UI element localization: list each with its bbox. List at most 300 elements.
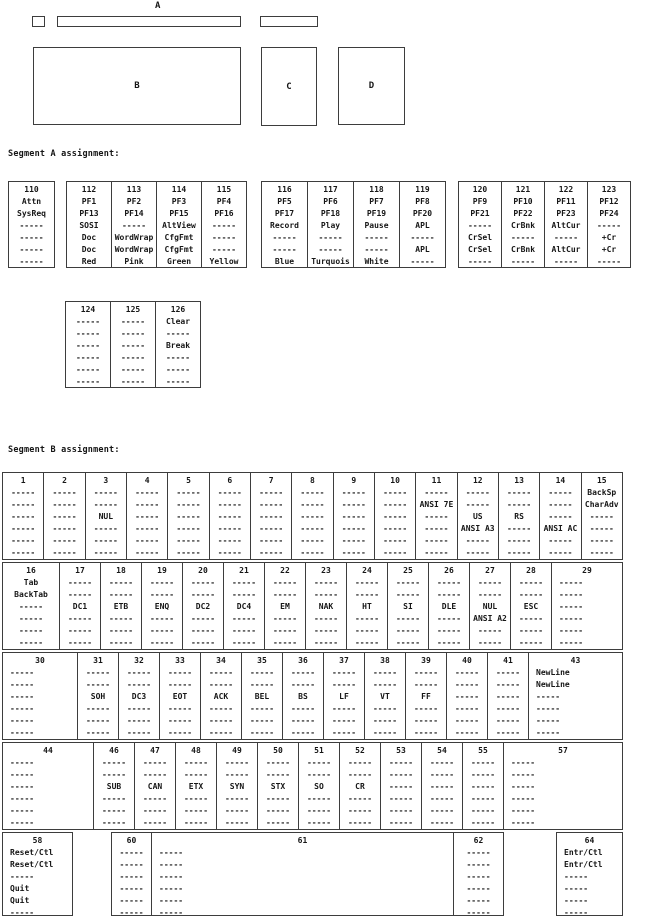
key-number: 117: [323, 185, 338, 194]
key-number: 5: [186, 476, 191, 485]
key-assignment-line: Red: [81, 257, 97, 266]
key-assignment-line: -----: [429, 782, 455, 791]
segment-b-row-3: [2, 652, 623, 740]
key-assignment-line: -----: [388, 782, 414, 791]
key-124: [65, 301, 111, 388]
key-assignment-line: Pause: [364, 221, 389, 230]
key-assignment-line: -----: [466, 848, 491, 857]
key-assignment-line: -----: [507, 548, 532, 557]
key-number: 112: [81, 185, 97, 194]
key-assignment-line: -----: [318, 245, 343, 254]
key-1: [2, 472, 44, 560]
key-assignment-line: -----: [52, 512, 77, 521]
key-assignment-line: -----: [470, 770, 496, 779]
key-assignment-line: -----: [372, 704, 398, 713]
segment-b-title: Segment B assignment:: [8, 445, 120, 455]
key-17: [59, 562, 101, 650]
key-assignment-line: APL: [415, 245, 430, 254]
key-number: 19: [157, 566, 167, 575]
key-125: [110, 301, 156, 388]
key-assignment-line: -----: [167, 728, 193, 737]
key-assignment-line: -----: [10, 704, 35, 713]
key-assignment-line: -----: [364, 245, 389, 254]
key-assignment-line: -----: [101, 758, 127, 767]
key-assignment-line: Quit: [10, 884, 30, 893]
key-number: 47: [150, 746, 160, 755]
key-assignment-line: -----: [341, 512, 366, 521]
key-assignment-line: -----: [466, 872, 491, 881]
key-assignment-line: -----: [347, 770, 373, 779]
key-assignment-line: -----: [217, 536, 242, 545]
segment-a-row-1: [8, 181, 631, 268]
key-assignment-line: -----: [477, 638, 503, 647]
key-44: [2, 742, 94, 830]
key-number: 114: [171, 185, 187, 194]
key-assignment-line: -----: [467, 221, 493, 230]
key-assignment-line: -----: [507, 524, 532, 533]
key-assignment-line: -----: [75, 329, 101, 338]
key-gap: [247, 181, 261, 268]
key-assignment-line: -----: [67, 638, 93, 647]
key-10: [374, 472, 416, 560]
key-assignment-line: -----: [354, 578, 380, 587]
key-assignment-line: CR: [355, 782, 365, 791]
key-assignment-line: NewLine: [536, 668, 570, 677]
key-assignment-line: -----: [331, 680, 357, 689]
key-assignment-line: PF14: [124, 209, 144, 218]
key-assignment-line: -----: [511, 806, 536, 815]
key-assignment-line: -----: [126, 704, 152, 713]
key-assignment-line: -----: [135, 500, 160, 509]
key-assignment-line: -----: [511, 782, 536, 791]
key-2: [43, 472, 85, 560]
key-number: 50: [273, 746, 283, 755]
key-assignment-line: +Cr: [601, 245, 617, 254]
key-assignment-line: -----: [18, 602, 44, 611]
key-assignment-line: -----: [108, 626, 134, 635]
key-assignment-line: -----: [176, 536, 201, 545]
key-number: 119: [415, 185, 430, 194]
key-assignment-line: -----: [85, 704, 111, 713]
key-assignment-line: -----: [454, 728, 480, 737]
key-assignment-line: -----: [231, 638, 257, 647]
key-assignment-line: -----: [372, 716, 398, 725]
key-assignment-line: -----: [454, 680, 480, 689]
key-assignment-line: -----: [167, 680, 193, 689]
key-assignment-line: STX: [270, 782, 286, 791]
key-assignment-line: -----: [511, 818, 536, 827]
key-number: 25: [403, 566, 413, 575]
key-assignment-line: -----: [176, 488, 201, 497]
key-assignment-line: -----: [507, 488, 532, 497]
key-number: 33: [175, 656, 185, 665]
key-assignment-line: -----: [126, 716, 152, 725]
key-assignment-line: PF11: [556, 197, 576, 206]
key-assignment-line: -----: [313, 590, 339, 599]
key-number: 110: [24, 185, 39, 194]
key-assignment-line: -----: [413, 680, 439, 689]
key-assignment-line: -----: [495, 704, 521, 713]
key-assignment-line: SysReq: [17, 209, 46, 218]
key-assignment-line: -----: [413, 728, 439, 737]
key-assignment-line: -----: [67, 590, 93, 599]
key-assignment-line: EM: [280, 602, 290, 611]
outline-section-d: D: [338, 47, 405, 125]
key-assignment-line: -----: [290, 680, 316, 689]
key-number: 58: [32, 836, 43, 845]
key-assignment-line: PF20: [412, 209, 433, 218]
key-121: [501, 181, 545, 268]
key-assignment-line: -----: [101, 770, 127, 779]
key-assignment-line: -----: [10, 908, 35, 916]
key-assignment-line: -----: [331, 728, 357, 737]
key-assignment-line: -----: [108, 614, 134, 623]
key-assignment-line: Entr/Ctl: [564, 860, 603, 869]
key-9: [333, 472, 375, 560]
key-assignment-line: -----: [85, 716, 111, 725]
key-assignment-line: -----: [11, 512, 36, 521]
key-41: [487, 652, 529, 740]
key-number: 43: [570, 656, 581, 665]
key-assignment-line: -----: [10, 716, 35, 725]
key-assignment-line: -----: [149, 614, 175, 623]
key-number: 61: [297, 836, 308, 845]
key-assignment-line: -----: [217, 548, 242, 557]
key-assignment-line: -----: [159, 848, 184, 857]
key-assignment-line: -----: [142, 770, 168, 779]
key-assignment-line: -----: [300, 500, 325, 509]
key-assignment-line: -----: [413, 704, 439, 713]
key-number: 60: [126, 836, 137, 845]
key-assignment-line: -----: [372, 680, 398, 689]
key-37: [323, 652, 365, 740]
key-assignment-line: -----: [126, 668, 152, 677]
key-assignment-line: -----: [495, 716, 521, 725]
key-assignment-line: PF17: [274, 209, 295, 218]
key-assignment-line: -----: [259, 548, 284, 557]
key-7: [250, 472, 292, 560]
key-assignment-line: -----: [183, 770, 209, 779]
key-assignment-line: PF2: [126, 197, 142, 206]
key-54: [421, 742, 463, 830]
key-assignment-line: PF6: [323, 197, 338, 206]
key-assignment-line: -----: [231, 626, 257, 635]
key-assignment-line: SYN: [229, 782, 245, 791]
key-assignment-line: -----: [135, 488, 160, 497]
key-assignment-line: -----: [67, 614, 93, 623]
key-assignment-line: -----: [511, 758, 536, 767]
key-assignment-line: -----: [290, 704, 316, 713]
key-assignment-line: -----: [559, 638, 584, 647]
key-assignment-line: PF1: [81, 197, 97, 206]
key-number: 48: [191, 746, 201, 755]
key-12: [457, 472, 499, 560]
key-assignment-line: -----: [395, 590, 421, 599]
key-number: 64: [584, 836, 595, 845]
key-number: 121: [515, 185, 531, 194]
key-assignment-line: -----: [93, 488, 118, 497]
key-assignment-line: -----: [259, 536, 284, 545]
key-assignment-line: ENQ: [154, 602, 170, 611]
key-assignment-line: -----: [564, 908, 589, 916]
key-58: [2, 832, 73, 916]
key-assignment-line: -----: [10, 782, 35, 791]
key-assignment-line: -----: [347, 818, 373, 827]
key-assignment-line: -----: [211, 245, 237, 254]
key-5: [167, 472, 209, 560]
key-number: 49: [232, 746, 242, 755]
key-22: [264, 562, 306, 650]
key-assignment-line: -----: [101, 794, 127, 803]
key-assignment-line: -----: [470, 758, 496, 767]
key-50: [257, 742, 299, 830]
key-assignment-line: Reset/Ctl: [10, 848, 54, 857]
key-assignment-line: DC3: [131, 692, 147, 701]
key-number: 54: [437, 746, 447, 755]
key-assignment-line: -----: [383, 548, 408, 557]
key-assignment-line: -----: [589, 548, 614, 557]
key-113: [111, 181, 157, 268]
key-assignment-line: -----: [108, 578, 134, 587]
key-assignment-line: -----: [454, 668, 480, 677]
key-number: 55: [478, 746, 488, 755]
key-number: 52: [355, 746, 365, 755]
key-114: [156, 181, 202, 268]
key-assignment-line: -----: [410, 257, 435, 266]
key-assignment-line: -----: [300, 512, 325, 521]
key-51: [298, 742, 340, 830]
key-32: [118, 652, 160, 740]
key-assignment-line: SUB: [106, 782, 122, 791]
key-assignment-line: -----: [465, 548, 490, 557]
key-assignment-line: Yellow: [209, 257, 239, 266]
key-assignment-line: RS: [514, 512, 524, 521]
outline-label-a: A: [155, 1, 161, 11]
key-assignment-line: -----: [383, 524, 408, 533]
key-assignment-line: -----: [10, 680, 35, 689]
key-assignment-line: -----: [165, 377, 191, 386]
key-number: 35: [257, 656, 267, 665]
key-assignment-line: -----: [52, 524, 77, 533]
key-23: [305, 562, 347, 650]
key-assignment-line: PF9: [472, 197, 488, 206]
key-assignment-line: -----: [10, 794, 35, 803]
key-assignment-line: -----: [10, 758, 35, 767]
key-19: [141, 562, 183, 650]
segment-b-row-4: [2, 742, 623, 830]
key-15: [581, 472, 623, 560]
key-assignment-line: -----: [596, 257, 622, 266]
key-assignment-line: -----: [265, 758, 291, 767]
key-assignment-line: CrSel: [467, 233, 493, 242]
key-number: 14: [555, 476, 566, 485]
key-assignment-line: -----: [410, 233, 435, 242]
key-assignment-line: CfgFmt: [164, 245, 194, 254]
key-assignment-line: -----: [19, 221, 44, 230]
key-assignment-line: -----: [167, 716, 193, 725]
key-number: 125: [125, 305, 141, 314]
key-assignment-line: -----: [383, 512, 408, 521]
key-assignment-line: -----: [388, 770, 414, 779]
key-assignment-line: -----: [518, 638, 544, 647]
key-assignment-line: -----: [589, 512, 614, 521]
key-assignment-line: -----: [413, 668, 439, 677]
key-assignment-line: -----: [165, 353, 191, 362]
key-assignment-line: ETX: [188, 782, 204, 791]
key-assignment-line: PF22: [513, 209, 533, 218]
key-assignment-line: -----: [265, 770, 291, 779]
key-assignment-line: -----: [231, 590, 257, 599]
key-assignment-line: -----: [536, 728, 561, 737]
key-number: 116: [277, 185, 292, 194]
key-assignment-line: -----: [135, 536, 160, 545]
key-assignment-line: AltCur: [551, 221, 581, 230]
key-18: [100, 562, 142, 650]
key-number: 23: [321, 566, 331, 575]
key-assignment-line: -----: [272, 233, 297, 242]
key-assignment-line: -----: [183, 794, 209, 803]
key-assignment-line: -----: [176, 548, 201, 557]
key-117: [307, 181, 354, 268]
key-assignment-line: -----: [477, 626, 503, 635]
key-assignment-line: -----: [183, 818, 209, 827]
key-assignment-line: -----: [518, 578, 544, 587]
key-number: 126: [170, 305, 186, 314]
key-assignment-line: -----: [364, 233, 389, 242]
key-assignment-line: -----: [313, 638, 339, 647]
key-35: [241, 652, 283, 740]
key-number: 18: [116, 566, 126, 575]
key-assignment-line: -----: [176, 512, 201, 521]
key-assignment-line: DLE: [441, 602, 457, 611]
key-assignment-line: -----: [249, 728, 275, 737]
key-assignment-line: -----: [466, 884, 491, 893]
key-38: [364, 652, 406, 740]
key-27: [469, 562, 511, 650]
key-assignment-line: PF3: [171, 197, 187, 206]
key-assignment-line: -----: [300, 548, 325, 557]
key-number: 62: [473, 836, 484, 845]
key-assignment-line: -----: [388, 818, 414, 827]
key-assignment-line: Doc: [81, 245, 97, 254]
key-assignment-line: -----: [318, 233, 343, 242]
key-20: [182, 562, 224, 650]
key-assignment-line: PF19: [366, 209, 387, 218]
key-number: 32: [134, 656, 144, 665]
key-assignment-line: -----: [101, 806, 127, 815]
key-assignment-line: -----: [211, 233, 237, 242]
key-gap: [446, 181, 458, 268]
key-assignment-line: -----: [108, 638, 134, 647]
key-assignment-line: FF: [421, 692, 431, 701]
key-assignment-line: -----: [466, 896, 491, 905]
key-number: 15: [596, 476, 607, 485]
key-assignment-line: -----: [265, 818, 291, 827]
key-assignment-line: -----: [224, 758, 250, 767]
key-assignment-line: -----: [75, 365, 101, 374]
segment-a-title: Segment A assignment:: [8, 149, 120, 159]
key-assignment-line: -----: [388, 794, 414, 803]
key-assignment-line: Pink: [124, 257, 144, 266]
key-assignment-line: -----: [259, 512, 284, 521]
key-number: 30: [35, 656, 45, 665]
key-assignment-line: AltCur: [551, 245, 581, 254]
key-36: [282, 652, 324, 740]
key-4: [126, 472, 168, 560]
key-number: 123: [601, 185, 617, 194]
key-assignment-line: -----: [347, 806, 373, 815]
key-assignment-line: ESC: [523, 602, 539, 611]
key-number: 27: [485, 566, 495, 575]
key-assignment-line: -----: [395, 614, 421, 623]
key-assignment-line: -----: [259, 488, 284, 497]
key-assignment-line: -----: [165, 365, 191, 374]
key-assignment-line: ACK: [213, 692, 229, 701]
key-assignment-line: -----: [536, 716, 561, 725]
key-assignment-line: -----: [548, 488, 573, 497]
segment-b-row-2: [2, 562, 623, 650]
key-assignment-line: -----: [559, 626, 584, 635]
key-assignment-line: -----: [120, 353, 146, 362]
key-assignment-line: PF12: [599, 197, 619, 206]
key-assignment-line: NUL: [482, 602, 498, 611]
key-assignment-line: -----: [331, 716, 357, 725]
key-assignment-line: CrSel: [467, 245, 493, 254]
key-assignment-line: -----: [75, 377, 101, 386]
key-assignment-line: -----: [510, 233, 536, 242]
key-assignment-line: -----: [388, 758, 414, 767]
key-number: 12: [472, 476, 483, 485]
key-assignment-line: -----: [331, 704, 357, 713]
key-assignment-line: HT: [362, 602, 372, 611]
key-assignment-line: -----: [85, 668, 111, 677]
outline-small-key: [32, 16, 45, 27]
key-assignment-line: -----: [11, 524, 36, 533]
key-assignment-line: -----: [208, 716, 234, 725]
key-assignment-line: -----: [553, 233, 579, 242]
key-number: 4: [144, 476, 150, 485]
key-assignment-line: Play: [320, 221, 341, 230]
key-assignment-line: EOT: [172, 692, 188, 701]
key-assignment-line: -----: [52, 536, 77, 545]
key-11: [415, 472, 457, 560]
key-assignment-line: -----: [354, 590, 380, 599]
key-number: 16: [26, 566, 36, 575]
key-assignment-line: -----: [149, 590, 175, 599]
key-number: 21: [239, 566, 249, 575]
key-assignment-line: Break: [165, 341, 191, 350]
key-assignment-line: -----: [507, 500, 532, 509]
key-8: [291, 472, 333, 560]
key-assignment-line: -----: [467, 257, 493, 266]
key-assignment-line: -----: [507, 536, 532, 545]
key-assignment-line: -----: [372, 728, 398, 737]
key-57: [503, 742, 623, 830]
key-assignment-line: -----: [429, 770, 455, 779]
key-assignment-line: CfgFmt: [164, 233, 194, 242]
key-40: [446, 652, 488, 740]
segment-b-row-5: [2, 832, 623, 916]
key-assignment-line: -----: [93, 548, 118, 557]
key-assignment-line: SI: [403, 602, 413, 611]
key-14: [539, 472, 581, 560]
key-29: [551, 562, 623, 650]
segment-a-row-2: [65, 301, 201, 388]
key-assignment-line: DC4: [236, 602, 252, 611]
key-assignment-line: -----: [306, 818, 332, 827]
key-assignment-line: -----: [341, 536, 366, 545]
key-assignment-line: -----: [208, 704, 234, 713]
